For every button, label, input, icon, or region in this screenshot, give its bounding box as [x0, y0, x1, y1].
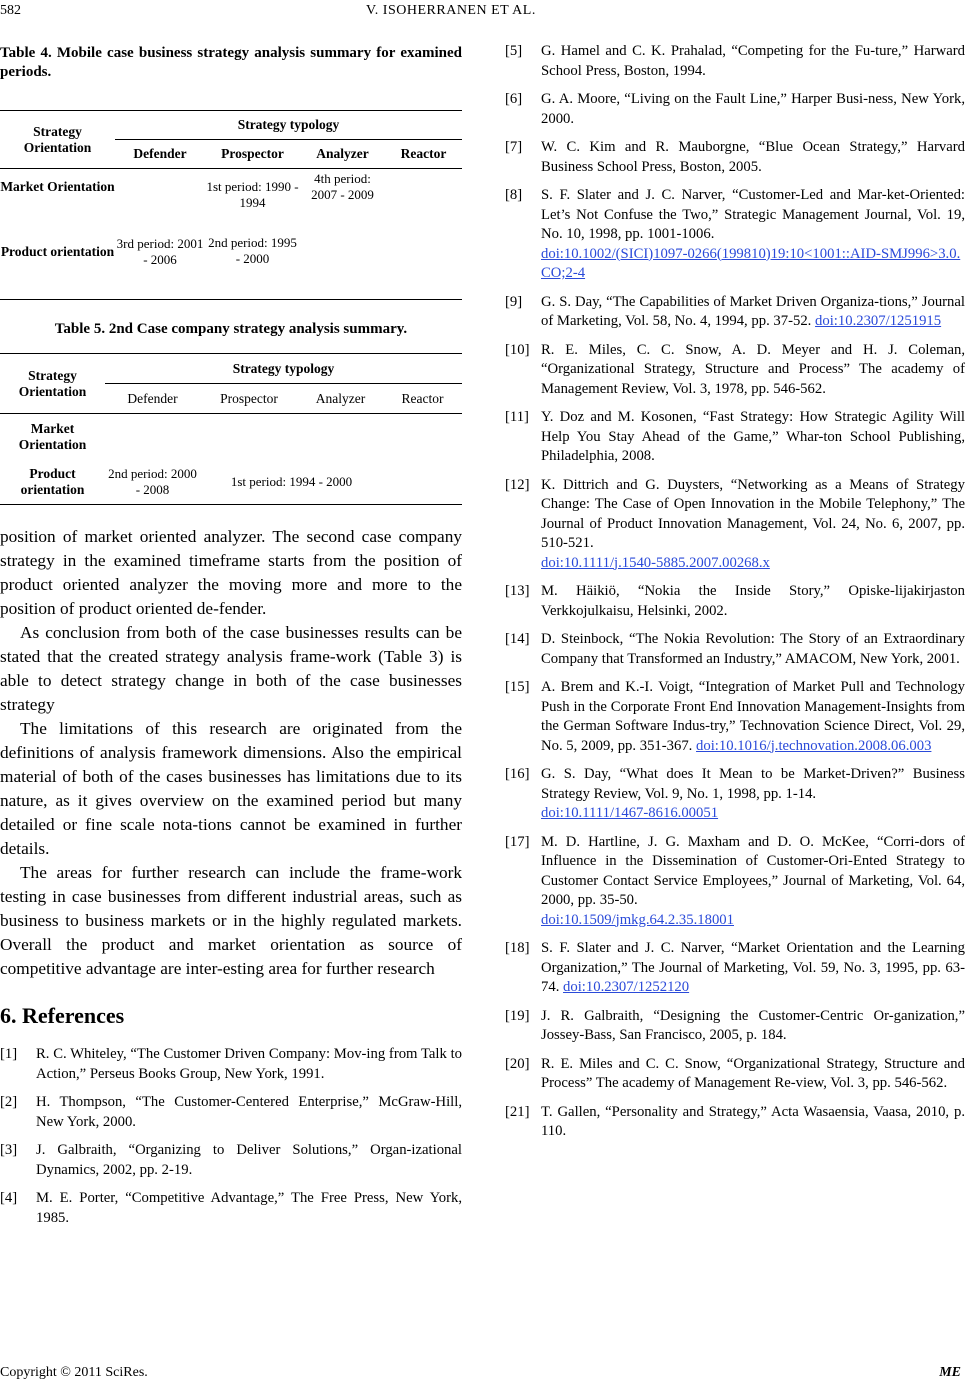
- reference-item: [0, 1141, 462, 1180]
- table4-cell-product-prospector-1: 1st period: 1990 - 1994: [206, 179, 299, 210]
- reference-doi-link[interactable]: doi:10.1111/j.1540-5885.2007.00268.x: [541, 554, 770, 571]
- reference-doi-link[interactable]: doi:10.1111/1467-8616.00051: [541, 805, 719, 821]
- reference-number: [1]: [0, 1046, 18, 1062]
- left-column: [0, 44, 462, 1228]
- reference-text: R. E. Miles and C. C. Snow, “Organizational Strategy, Structure and Process” The academy of Management Re-view, Vol. 3, pp. 546-562.: [541, 1055, 965, 1091]
- reference-number: [7]: [505, 139, 523, 155]
- body-paragraph: As conclusion from both of the case businesses results can be stated that the created strategy analysis frame-work (Table 3) is able to detect strategy change in both of the case businesses strategy: [0, 623, 462, 714]
- running-title: V. ISOHERRANEN ET AL.: [366, 3, 536, 18]
- reference-item: [505, 765, 965, 824]
- reference-text: M. D. Hartline, J. G. Maxham and D. O. McKee, “Corri-dors of Influence in the Dissemination of Customer-Ori-Ented Strategy to Customer Contact Service Employees,” Journal of Marketing, Vol. 64, 2000, pp. 35-50.: [541, 833, 965, 908]
- reference-item: [0, 1093, 462, 1132]
- reference-text: J. R. Galbraith, “Designing the Customer-Centric Or-ganization,” Jossey-Bass, San Francisco, 2005, p. 184.: [541, 1007, 965, 1043]
- reference-text: M. E. Porter, “Competitive Advantage,” The Free Press, New York, 1985.: [36, 1190, 462, 1226]
- reference-item: [505, 630, 965, 669]
- reference-number: [18]: [505, 940, 530, 956]
- reference-text: G. Hamel and C. K. Prahalad, “Competing for the Fu-ture,” Harward School Press, Boston, 1994.: [541, 43, 965, 79]
- reference-doi-link[interactable]: doi:10.1016/j.technovation.2008.06.003: [696, 737, 932, 754]
- journal-abbreviation: ME: [939, 1365, 961, 1380]
- reference-item: [505, 138, 965, 177]
- references-left: [0, 1045, 462, 1228]
- reference-number: [5]: [505, 43, 523, 59]
- table5-col-prospector: Prospector: [220, 390, 278, 406]
- reference-doi-link[interactable]: doi:10.1002/(SICI)1097-0266(199810)19:10<1001::AID-SMJ996>3.0.CO;2-4: [541, 245, 961, 281]
- table5-col-reactor: Reactor: [401, 390, 444, 406]
- reference-number: [8]: [505, 187, 523, 203]
- reference-text: W. C. Kim and R. Mauborgne, “Blue Ocean Strategy,” Harvard Business School Press, Boston, 2005.: [541, 139, 965, 175]
- reference-item: [505, 408, 965, 467]
- table4-row-product: Product orientation: [0, 244, 115, 259]
- reference-number: [17]: [505, 833, 530, 850]
- reference-number: [15]: [505, 679, 530, 695]
- reference-number: [13]: [505, 583, 530, 599]
- table5: [0, 353, 462, 505]
- reference-item: [505, 582, 965, 621]
- table4-group-header: Strategy typology: [115, 111, 462, 140]
- reference-item: [505, 1007, 965, 1046]
- reference-item: [505, 42, 965, 81]
- page-number: 582: [0, 3, 21, 18]
- table5-col-defender: Defender: [127, 390, 178, 406]
- table5-group-header: Strategy typology: [105, 354, 462, 384]
- reference-number: [3]: [0, 1142, 18, 1158]
- reference-item: [505, 476, 965, 574]
- reference-item: [505, 678, 965, 756]
- reference-number: [21]: [505, 1103, 530, 1120]
- table5-col-analyzer: Analyzer: [315, 390, 366, 406]
- reference-number: [20]: [505, 1055, 530, 1072]
- reference-text: D. Steinbock, “The Nokia Revolution: The Story of an Extraordinary Company that Transformed an Industry,” AMACOM, New York, 2001.: [541, 631, 965, 667]
- reference-number: [11]: [505, 409, 529, 425]
- reference-text: G. S. Day, “What does It Mean to be Market-Driven?” Business Strategy Review, Vol. 9, No. 1, 1998, pp. 1-14.: [541, 766, 965, 802]
- reference-text: A. Brem and K.-I. Voigt, “Integration of Market Pull and Technology Push in the Corporate Front End Innovation Management-Insights from the German Software Indus-try,” Technovation Science Direct, Vol. 29, No. 5, 2009, pp. 351-367.: [541, 679, 965, 754]
- reference-item: [0, 1189, 462, 1228]
- reference-doi-link[interactable]: doi:10.2307/1251915: [815, 313, 942, 329]
- body-paragraph: position of market oriented analyzer. The second case company strategy in the examined timeframe starts from the position of product oriented analyzer the moving more and more to the position of product oriented de-fender.: [0, 527, 462, 618]
- table4-col-reactor: Reactor: [400, 146, 447, 161]
- reference-text: R. C. Whiteley, “The Customer Driven Company: Mov-ing from Talk to Action,” Perseus Books Group, New York, 1991.: [36, 1046, 462, 1082]
- table4-col-defender: Defender: [133, 146, 187, 161]
- reference-item: [505, 186, 965, 284]
- reference-number: [6]: [505, 91, 523, 107]
- reference-number: [4]: [0, 1190, 18, 1206]
- reference-text: G. A. Moore, “Living on the Fault Line,” Harper Busi-ness, New York, 2000.: [541, 91, 965, 127]
- reference-text: T. Gallen, “Personality and Strategy,” Acta Wasaensia, Vaasa, 2010, p. 110.: [541, 1103, 965, 1139]
- table4-row-header: Strategy Orientation: [23, 123, 92, 155]
- reference-number: [9]: [505, 293, 523, 310]
- table5-cell-product-defender: 2nd period: 2000 - 2008: [108, 466, 197, 497]
- reference-text: H. Thompson, “The Customer-Centered Enterprise,” McGraw-Hill, New York, 2000.: [36, 1094, 462, 1130]
- reference-item: [505, 90, 965, 129]
- table5-row-product: Product orientation: [20, 466, 85, 497]
- reference-number: [2]: [0, 1094, 18, 1110]
- reference-number: [10]: [505, 341, 530, 358]
- reference-item: [505, 1055, 965, 1094]
- reference-text: G. S. Day, “The Capabilities of Market Driven Organiza-tions,” Journal of Marketing, Vol. 58, No. 4, 1994, pp. 37-52.: [541, 293, 965, 329]
- table4-caption: Table 4. Mobile case business strategy analysis summary for examined periods.: [0, 45, 462, 80]
- table4-cell-market-analyzer: 4th period: 2007 - 2009: [311, 171, 374, 202]
- reference-number: [14]: [505, 631, 530, 647]
- reference-number: [19]: [505, 1007, 530, 1024]
- reference-item: [505, 939, 965, 998]
- reference-doi-link[interactable]: doi:10.2307/1252120: [563, 979, 690, 995]
- references-right: [505, 42, 965, 1142]
- copyright-notice: Copyright © 2011 SciRes.: [0, 1365, 148, 1380]
- table5-row-market: Market Orientation: [18, 421, 87, 452]
- table4-cell-product-prospector-2: 2nd period: 1995 - 2000: [208, 235, 297, 266]
- reference-text: Y. Doz and M. Kosonen, “Fast Strategy: How Strategic Agility Will Help You Stay Ahead of the Game,” Whar-ton School Publishing, Philadelphia, 2008.: [541, 409, 965, 464]
- reference-text: K. Dittrich and G. Duysters, “Networking as a Means of Strategy Change: The Case of Open Innovation in the Mobile Telephony,” The Journal of Product Innovation Management, Vol. 24, No. 6, 2007, pp. 510-521.: [541, 476, 965, 551]
- reference-item: [505, 833, 965, 931]
- reference-number: [12]: [505, 476, 530, 493]
- table4-col-analyzer: Analyzer: [316, 146, 369, 161]
- reference-item: [505, 341, 965, 400]
- table5-cell-product-analyzer: 1st period: 1994 - 2000: [230, 474, 353, 489]
- reference-text: S. F. Slater and J. C. Narver, “Market Orientation and the Learning Organization,” The Journal of Marketing, Vol. 59, No. 3, 1995, pp. 63-74.: [541, 940, 965, 995]
- body-text: [0, 525, 462, 981]
- reference-item: [505, 1103, 965, 1142]
- body-paragraph: The areas for further research can include the frame-work testing in case businesses from different industrial areas, such as business to business markets or in the highly regulated markets. Overall the product and market orientation as source of competitive advantage are inter-esting area for further research: [0, 863, 462, 978]
- reference-item: [505, 293, 965, 332]
- reference-text: J. Galbraith, “Organizing to Deliver Solutions,” Organ-izational Dynamics, 2002, pp. 2-19.: [36, 1142, 462, 1178]
- body-paragraph: The limitations of this research are originated from the definitions of analysis framework dimensions. Also the empirical material of both of the cases businesses has limitations due to its nature, as it gives overview on the examined period but many detailed or fine scale nota-tions cannot be examined in further details.: [0, 719, 462, 858]
- reference-item: [0, 1045, 462, 1084]
- table4-row-market: Market Orientation: [0, 179, 115, 194]
- reference-number: [16]: [505, 766, 530, 782]
- reference-text: S. F. Slater and J. C. Narver, “Customer-Led and Mar-ket-Oriented: Let’s Not Confuse the Two,” Strategic Management Journal, Vol. 19, No. 10, 1998, pp. 1001-1006.: [541, 187, 965, 242]
- references-heading: 6. References: [0, 1003, 125, 1028]
- table5-row-header: Strategy Orientation: [18, 367, 87, 399]
- reference-text: R. E. Miles, C. C. Snow, A. D. Meyer and H. J. Coleman, “Organizational Strategy, Structure and Process” The academy of Management Review, Vol. 3, 1978, pp. 546-562.: [541, 341, 965, 397]
- table4-cell-product-defender: 3rd period: 2001 - 2006: [116, 236, 204, 267]
- reference-doi-link[interactable]: doi:10.1509/jmkg.64.2.35.18001: [541, 911, 734, 928]
- reference-text: M. Häikiö, “Nokia the Inside Story,” Opiske-lijakirjaston Verkkojulkaisu, Helsinki, 2002.: [541, 583, 965, 619]
- table4: [0, 110, 462, 300]
- table4-col-prospector: Prospector: [221, 146, 284, 161]
- table5-caption: Table 5. 2nd Case company strategy analysis summary.: [54, 321, 408, 337]
